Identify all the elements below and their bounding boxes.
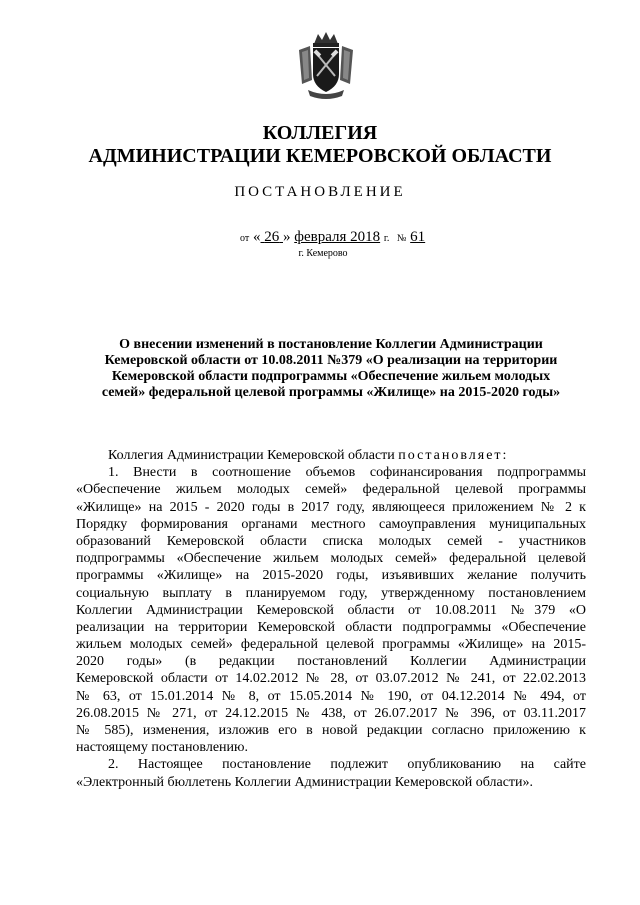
- p1-line: социальную выплату в планируемом году, утвержденному постановлением: [76, 585, 586, 601]
- intro-paragraph: [76, 447, 586, 464]
- subject-line: Кемеровской области от 10.08.2011 №379 «О реализации на территории: [104, 353, 558, 368]
- org-title-line1: КОЛЛЕГИЯ: [262, 122, 378, 144]
- p2-line: 2. Настоящее постановление подлежит опубликованию на сайте: [108, 757, 586, 773]
- date-prefix: от: [240, 233, 250, 244]
- intro-verb: постановляет:: [398, 448, 509, 463]
- p1-line: настоящему постановлению.: [76, 740, 248, 756]
- p1-line: 26.08.2015 № 271, от 24.12.2015 № 438, от 26.07.2017 № 396, от 03.11.2017: [76, 705, 586, 721]
- p1-line: «Обеспечение жильем молодых семей» федеральной целевой программы: [76, 482, 586, 498]
- subject-line: О внесении изменений в постановление Коллегии Администрации: [119, 337, 543, 352]
- p1-line: подпрограммы «Обеспечение жильем молодых семей» федеральной целевой: [76, 551, 586, 567]
- document-body: [76, 447, 586, 791]
- org-title-line2: АДМИНИСТРАЦИИ КЕМЕРОВСКОЙ ОБЛАСТИ: [88, 145, 552, 167]
- document-number: 61: [410, 229, 426, 245]
- number-sign: №: [396, 233, 407, 244]
- p1-line: № 63, от 15.01.2014 № 8, от 15.05.2014 № 190, от 04.12.2014 № 494, от: [76, 688, 586, 704]
- document-type-title: ПОСТАНОВЛЕНИЕ: [234, 184, 406, 200]
- p1-line: Порядку формирования органами местного самоуправления муниципальных: [76, 516, 586, 532]
- date-line: [240, 229, 425, 246]
- p1-line: Кемеровской области от 14.02.2012 № 28, от 03.07.2012 № 241, от 22.02.2013: [76, 671, 586, 687]
- coat-of-arms-emblem-icon: [296, 30, 356, 100]
- p1-line: «Жилище» на 2015 - 2020 годы в 2017 году, являющееся приложением № 2 к: [76, 499, 586, 515]
- date-quote-open: «: [253, 229, 261, 245]
- date-day: 26: [264, 229, 280, 245]
- subject-line: семей» федеральной целевой программы «Жилище» на 2015-2020 годы»: [101, 385, 561, 400]
- date-month-year: февраля 2018: [294, 229, 381, 245]
- p1-line: жильем молодых семей» федеральной целевой программы «Жилище» на 2015-: [76, 637, 586, 653]
- p1-line: 1. Внести в соотношение объемов софинансирования подпрограммы: [108, 465, 586, 481]
- p2-line: «Электронный бюллетень Коллегии Администрации Кемеровской области».: [76, 774, 534, 790]
- document-subject: [76, 337, 586, 401]
- p1-line: 2020 годы» (в редакции постановлений Коллегии Администрации: [76, 654, 586, 670]
- city-label: г. Кемерово: [298, 248, 348, 259]
- p1-line: реализации на территории Кемеровской области подпрограммы «Обеспечение: [76, 619, 586, 635]
- p1-line: № 585), изменения, изложив его в новой редакции согласно приложению к: [76, 723, 586, 738]
- date-year-suffix: г.: [383, 233, 390, 244]
- p1-line: программы «Жилище» на 2015-2020 годы, изъявивших желание получить: [76, 568, 586, 584]
- p1-line: Коллегии Администрации Кемеровской области от 10.08.2011 №379 «О: [76, 602, 586, 618]
- subject-line: Кемеровской области подпрограммы «Обеспечение жильем молодых: [111, 369, 551, 384]
- p1-line: образований Кемеровской области списка молодых семей - участников: [76, 533, 586, 549]
- intro-text: Коллегия Администрации Кемеровской области: [108, 448, 395, 463]
- date-quote-close: »: [283, 229, 291, 245]
